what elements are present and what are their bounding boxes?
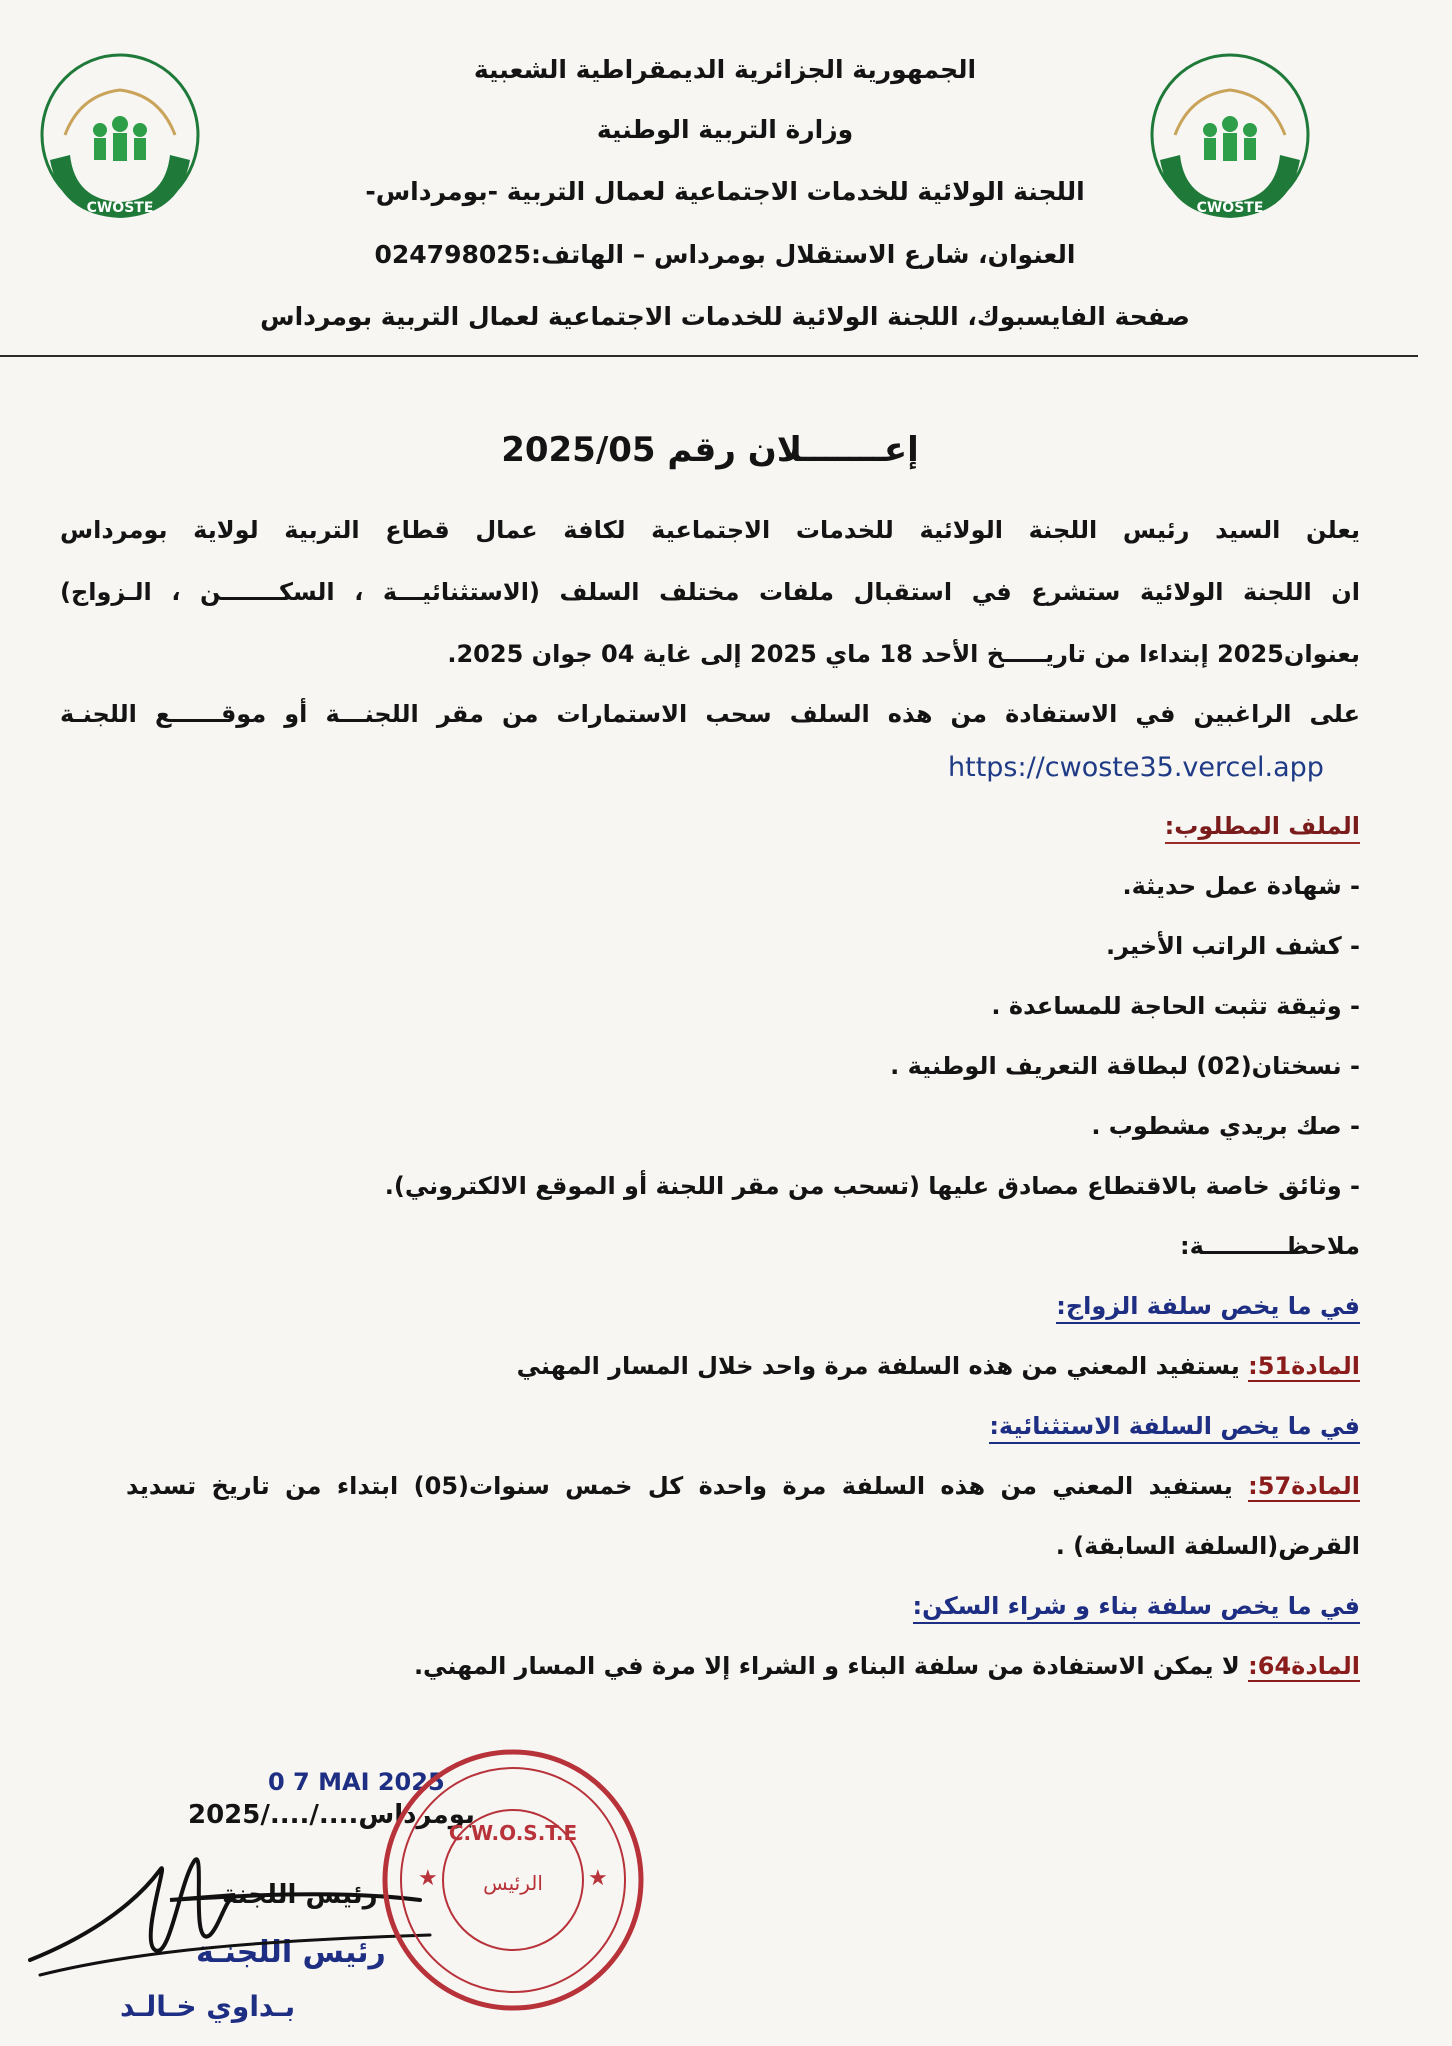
header-republic: الجمهورية الجزائرية الديمقراطية الشعبية	[473, 55, 977, 84]
article-57-text: يستفيد المعني من هذه السلفة مرة واحدة كل خمس سنوات(05) ابتداء من تاريخ تسديد	[126, 1472, 1249, 1500]
signatory-title: رئيس اللجنة	[222, 1880, 378, 1910]
housing-heading-line	[913, 1592, 1360, 1620]
body-paragraph-4: على الراغبين في الاستفادة من هذه السلف سحب الاستمارات من مقر اللجنـــة أو موقــــــع اللجنـة	[60, 700, 1360, 728]
article-64	[414, 1652, 1360, 1680]
signatory-name: بـداوي خـالـد	[120, 1990, 296, 2023]
required-item-3: - وثيقة تثبت الحاجة للمساعدة .	[991, 992, 1360, 1020]
logo-text-right: CWOSTE	[1196, 200, 1264, 216]
header-committee: اللجنة الولائية للخدمات الاجتماعية لعمال التربية -بومرداس-	[365, 177, 1085, 206]
announcement-title: إعـــــــلان رقم 2025/05	[501, 430, 919, 470]
article-51-text: يستفيد المعني من هذه السلفة مرة واحد خلال المسار المهني	[516, 1352, 1249, 1380]
svg-text:★: ★	[588, 1866, 608, 1891]
article-51-label: المادة51:	[1248, 1352, 1360, 1380]
required-item-2: - كشف الراتب الأخير.	[1105, 932, 1360, 960]
required-heading	[1165, 812, 1360, 840]
article-64-text: لا يمكن الاستفادة من سلفة البناء و الشراء إلا مرة في المسار المهني.	[413, 1652, 1249, 1680]
marriage-heading: في ما يخص سلفة الزواج:	[1056, 1292, 1360, 1324]
body-paragraph-1: يعلن السيد رئيس اللجنة الولائية للخدمات الاجتماعية لكافة عمال قطاع التربية لولاية بومرداس	[60, 516, 1360, 544]
article-57-continued: القرض(السلفة السابقة) .	[1055, 1532, 1360, 1560]
date-stamp: 0 7 MAI 2025	[268, 1768, 445, 1796]
notes-heading: ملاحظــــــــــة:	[1180, 1232, 1360, 1260]
seal-text: C.W.O.S.T.E	[448, 1821, 578, 1845]
seal-center-text: الرئيس	[483, 1871, 543, 1895]
official-seal	[378, 1745, 648, 2015]
marriage-heading-line	[1056, 1292, 1360, 1320]
required-heading-text: الملف المطلوب:	[1165, 812, 1360, 844]
article-57-label: المادة57:	[1248, 1472, 1360, 1500]
header-ministry: وزارة التربية الوطنية	[596, 115, 854, 144]
logo-text-left: CWOSTE	[86, 200, 154, 216]
date-line: 2025/..../....بومرداس	[188, 1800, 475, 1830]
required-item-5: - صك بريدي مشطوب .	[1091, 1112, 1360, 1140]
body-paragraph-2: ان اللجنة الولائية ستشرع في استقبال ملفات مختلف السلف (الاستثنائيـــة ، السكـــــــن ، الـزواج)	[60, 578, 1360, 606]
header-facebook: صفحة الفايسبوك، اللجنة الولائية للخدمات الاجتماعية لعمال التربية بومرداس	[260, 302, 1190, 331]
svg-text:★: ★	[418, 1866, 438, 1891]
article-64-label: المادة64:	[1248, 1652, 1360, 1680]
signatory-title-handwritten: رئيس اللجنـة	[196, 1935, 386, 1970]
body-paragraph-3: بعنوان2025 إبتداءا من تاريـــــخ الأحد 18 ماي 2025 إلى غاية 04 جوان 2025.	[447, 640, 1360, 668]
header-divider	[0, 355, 1418, 357]
housing-heading: في ما يخص سلفة بناء و شراء السكن:	[913, 1592, 1360, 1624]
required-item-1: - شهادة عمل حديثة.	[1122, 872, 1360, 900]
handwritten-signature	[20, 1840, 440, 2010]
header-address: العنوان، شارع الاستقلال بومرداس – الهاتف:024798025	[374, 240, 1076, 269]
exceptional-heading-line	[989, 1412, 1360, 1440]
article-57	[126, 1472, 1360, 1500]
required-item-4: - نسختان(02) لبطاقة التعريف الوطنية .	[890, 1052, 1360, 1080]
article-51	[517, 1352, 1360, 1380]
website-link[interactable]: https://cwoste35.vercel.app	[948, 752, 1324, 783]
exceptional-heading: في ما يخص السلفة الاستثنائية:	[989, 1412, 1360, 1444]
required-item-6: - وثائق خاصة بالاقتطاع مصادق عليها (تسحب من مقر اللجنة أو الموقع الالكتروني).	[384, 1172, 1360, 1200]
